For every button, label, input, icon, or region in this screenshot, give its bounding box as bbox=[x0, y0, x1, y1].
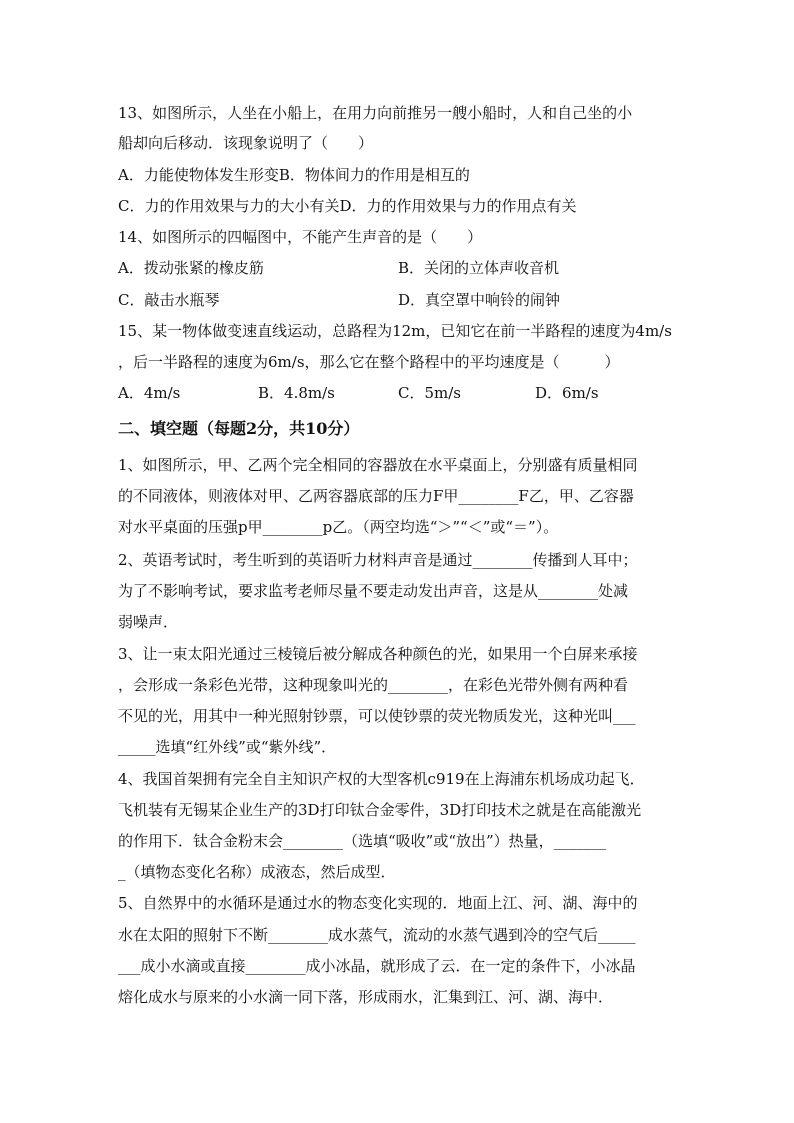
q14-stem: 14、如图所示的四幅图中，不能产生声音的是（ ） bbox=[118, 228, 483, 246]
f3-line2: ，会形成一条彩色光带，这种现象叫光的________，在彩色光带外侧有两种看 bbox=[118, 676, 629, 694]
q14-option-d: D．真空罩中响铃的闹钟 bbox=[398, 291, 561, 309]
f4-line4: _（填物态变化名称）成液态，然后成型． bbox=[118, 863, 396, 881]
q15-stem-line1: 15、某一物体做变速直线运动，总路程为12m，已知它在前一半路程的速度为4m/s bbox=[118, 322, 672, 340]
f1-line1: 1、如图所示，甲、乙两个完全相同的容器放在水平桌面上，分别盛有质量相同 bbox=[118, 456, 638, 474]
f5-line4: 熔化成水与原来的小水滴一同下落，形成雨水，汇集到江、河、湖、海中． bbox=[118, 988, 614, 1006]
f2-line3: 弱噪声． bbox=[118, 613, 179, 631]
f1-line3: 对水平桌面的压强p甲________p乙。（两空均选“＞”“＜”或“＝”）。 bbox=[118, 518, 559, 536]
q14-option-b: B．关闭的立体声收音机 bbox=[398, 259, 560, 277]
f5-line1: 5、自然界中的水循环是通过水的物态变化实现的．地面上江、河、湖、海中的 bbox=[118, 894, 638, 912]
q15-option-a: A．4m/s bbox=[118, 384, 181, 402]
f3-line4: _____选填“红外线”或“紫外线”． bbox=[118, 738, 337, 756]
section-heading-fill-in: 二、填空题（每题2分，共10分） bbox=[118, 419, 360, 438]
f1-line2: 的不同液体，则液体对甲、乙两容器底部的压力F甲________F乙，甲、乙容器 bbox=[118, 487, 634, 505]
q13-options-ab: A．力能使物体发生形变B．物体间力的作用是相互的 bbox=[118, 166, 470, 184]
f5-line3: ___成小水滴或直接________成小冰晶，就形成了云．在一定的条件下，小冰晶 bbox=[118, 957, 636, 975]
f4-line1: 4、我国首架拥有完全自主知识产权的大型客机c919在上海浦东机场成功起飞． bbox=[118, 770, 645, 788]
q15-option-b: B．4.8m/s bbox=[258, 384, 335, 402]
q15-option-c: C．5m/s bbox=[398, 384, 461, 402]
f4-line2: 飞机装有无锡某企业生产的3D打印钛合金零件，3D打印技术之就是在高能激光 bbox=[118, 801, 642, 819]
f3-line3: 不见的光，用其中一种光照射钞票，可以使钞票的荧光物质发光，这种光叫___ bbox=[118, 707, 636, 725]
f2-line1: 2、英语考试时，考生听到的英语听力材料声音是通过________传播到人耳中； bbox=[118, 551, 638, 569]
q15-option-d: D．6m/s bbox=[535, 384, 599, 402]
q13-stem-line1: 13、如图所示，人坐在小船上，在用力向前推另一艘小船时，人和自己坐的小 bbox=[118, 104, 633, 122]
f2-line2: 为了不影响考试，要求监考老师尽量不要走动发出声音，这是从________处减 bbox=[118, 582, 629, 600]
q13-options-cd: C．力的作用效果与力的大小有关D．力的作用效果与力的作用点有关 bbox=[118, 197, 577, 215]
f5-line2: 水在太阳的照射下不断________成水蒸气，流动的水蒸气遇到冷的空气后_____ bbox=[118, 926, 636, 944]
q14-option-a: A．拨动张紧的橡皮筋 bbox=[118, 259, 264, 277]
q13-stem-line2: 船却向后移动．该现象说明了（ ） bbox=[118, 134, 374, 152]
f3-line1: 3、让一束太阳光通过三棱镜后被分解成各种颜色的光，如果用一个白屏来承接 bbox=[118, 645, 638, 663]
f4-line3: 的作用下．钛合金粉末会________（选填“吸收”或“放出”）热量，_______ bbox=[118, 832, 607, 850]
q14-option-c: C．敲击水瓶琴 bbox=[118, 291, 220, 309]
q15-stem-line2: ，后一半路程的速度为6m/s，那么它在整个路程中的平均速度是（ ） bbox=[118, 353, 620, 371]
